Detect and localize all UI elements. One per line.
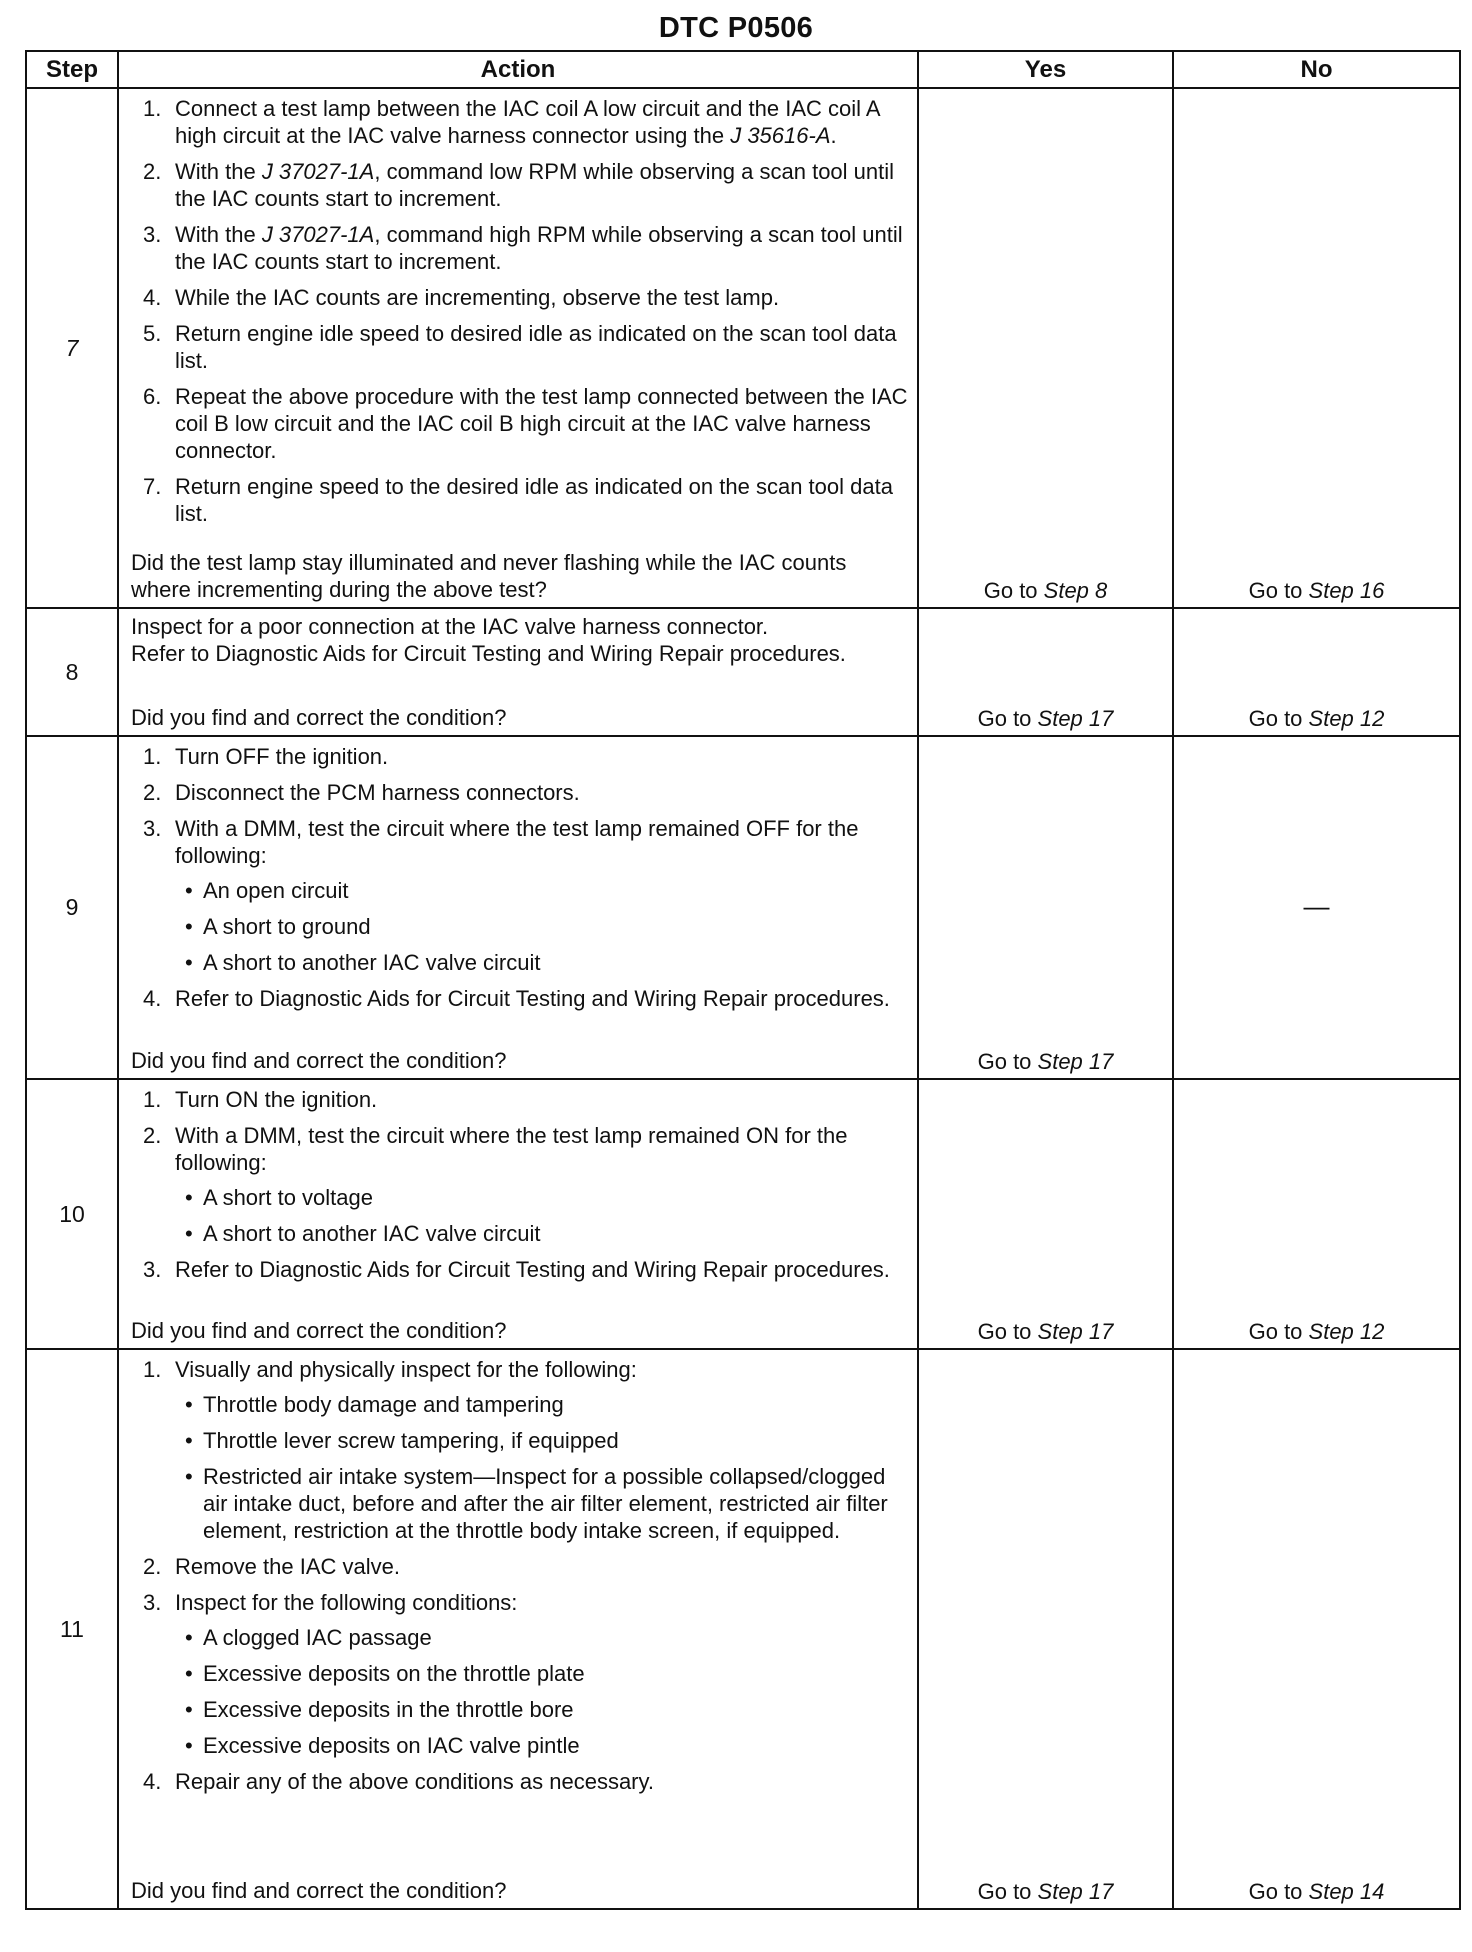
question-text: Did you find and correct the condition? bbox=[131, 705, 507, 730]
item-text: With the bbox=[175, 159, 262, 184]
item-number: 3. bbox=[143, 1257, 162, 1282]
tool-reference: J 35616-A bbox=[730, 123, 831, 148]
bullet-list bbox=[175, 1184, 909, 1247]
step-number: 9 bbox=[26, 736, 118, 1079]
header-yes: Yes bbox=[918, 51, 1173, 88]
spacer bbox=[131, 1292, 909, 1317]
bullet-item: • Excessive deposits on IAC valve pintle bbox=[175, 1732, 909, 1759]
header-step: Step bbox=[26, 51, 118, 88]
goto-step-link[interactable]: Step 14 bbox=[1308, 1879, 1385, 1904]
procedure-item bbox=[131, 95, 909, 149]
question-text: Did you find and correct the condition? bbox=[131, 1878, 507, 1903]
table-row bbox=[26, 736, 1460, 1079]
header-row bbox=[26, 51, 1460, 88]
item-number: 1. bbox=[143, 1357, 162, 1382]
tool-reference: J 37027-1A bbox=[261, 159, 375, 184]
procedure-item bbox=[131, 320, 909, 374]
table-row bbox=[26, 1079, 1460, 1349]
item-number: 5. bbox=[143, 321, 162, 346]
header-action: Action bbox=[118, 51, 918, 88]
goto-prefix: Go to bbox=[977, 1879, 1038, 1904]
procedure-list bbox=[131, 1354, 909, 1804]
item-text: With a DMM, test the circuit where the test lamp remained OFF for the following: bbox=[175, 816, 859, 868]
item-number: 4. bbox=[143, 986, 162, 1011]
goto-step-link[interactable]: Step 12 bbox=[1308, 706, 1385, 731]
procedure-item bbox=[131, 1768, 909, 1795]
item-number: 2. bbox=[143, 159, 162, 184]
goto-step-link[interactable]: Step 12 bbox=[1308, 1319, 1385, 1344]
item-number: 1. bbox=[143, 1087, 162, 1112]
step-number: 7 bbox=[26, 88, 118, 608]
procedure-item bbox=[131, 779, 909, 806]
procedure-list bbox=[131, 1084, 909, 1292]
goto-prefix: Go to bbox=[977, 1049, 1038, 1074]
item-number: 3. bbox=[143, 1590, 162, 1615]
item-number: 3. bbox=[143, 222, 162, 247]
item-text: While the IAC counts are incrementing, observe the test lamp. bbox=[175, 285, 780, 310]
goto-prefix: Go to bbox=[1248, 706, 1309, 731]
item-text: Repair any of the above conditions as necessary. bbox=[175, 1769, 654, 1794]
no-result bbox=[1173, 88, 1460, 608]
item-number: 1. bbox=[143, 96, 162, 121]
goto-step-link[interactable]: Step 17 bbox=[1037, 1319, 1114, 1344]
yes-result bbox=[918, 736, 1173, 1079]
action-content bbox=[131, 1084, 909, 1344]
step-number: 8 bbox=[26, 608, 118, 736]
action-text: Refer to Diagnostic Aids for Circuit Testing and Wiring Repair procedures. bbox=[131, 641, 846, 666]
item-text: Turn ON the ignition. bbox=[175, 1087, 378, 1112]
action-content bbox=[131, 1354, 909, 1904]
bullet-item: • Throttle body damage and tampering bbox=[175, 1391, 909, 1418]
item-text: Disconnect the PCM harness connectors. bbox=[175, 780, 580, 805]
yes-result bbox=[918, 1079, 1173, 1349]
bullet-list bbox=[175, 1391, 909, 1544]
spacer bbox=[131, 1804, 909, 1877]
bullet-item: • A short to another IAC valve circuit bbox=[175, 1220, 909, 1247]
item-text: Refer to Diagnostic Aids for Circuit Testing and Wiring Repair procedures. bbox=[175, 1257, 890, 1282]
no-result bbox=[1173, 1349, 1460, 1909]
item-text: , command high RPM while observing a scan tool until the IAC counts start to increment. bbox=[175, 222, 903, 274]
no-result bbox=[1173, 608, 1460, 736]
procedure-item bbox=[131, 1553, 909, 1580]
document-title: DTC P0506 bbox=[658, 12, 814, 44]
goto-prefix: Go to bbox=[977, 706, 1038, 731]
header-no: No bbox=[1173, 51, 1460, 88]
procedure-list bbox=[131, 93, 909, 536]
goto-prefix: Go to bbox=[1248, 1879, 1309, 1904]
procedure-item bbox=[131, 383, 909, 464]
item-text: Turn OFF the ignition. bbox=[175, 744, 389, 769]
item-text: Return engine idle speed to desired idle as indicated on the scan tool data list. bbox=[175, 321, 897, 373]
question-text: Did you find and correct the condition? bbox=[131, 1048, 507, 1073]
spacer bbox=[131, 536, 909, 549]
spacer bbox=[131, 1021, 909, 1047]
item-number: 7. bbox=[143, 474, 162, 499]
table-row bbox=[26, 1349, 1460, 1909]
yes-result bbox=[918, 88, 1173, 608]
bullet-item: • Restricted air intake system—Inspect for a possible collapsed/clogged air intake duct, before and after the air filter element, restricted air filter element, restriction at the throttle body intake screen, if equipped. bbox=[175, 1463, 909, 1544]
yes-result bbox=[918, 1349, 1173, 1909]
table-row bbox=[26, 608, 1460, 736]
bullet-item: • A short to voltage bbox=[175, 1184, 909, 1211]
goto-prefix: Go to bbox=[1248, 1319, 1309, 1344]
item-number: 2. bbox=[143, 1123, 162, 1148]
goto-step-link[interactable]: Step 17 bbox=[1037, 1049, 1114, 1074]
bullet-item: • Excessive deposits on the throttle plate bbox=[175, 1660, 909, 1687]
table-body bbox=[26, 88, 1460, 1909]
item-text: Connect a test lamp between the IAC coil A low circuit and the IAC coil A high circuit at the IAC valve harness connector using the bbox=[175, 96, 880, 148]
action-cell bbox=[118, 1349, 918, 1909]
procedure-item bbox=[131, 985, 909, 1012]
goto-prefix: Go to bbox=[1248, 578, 1309, 603]
procedure-item bbox=[131, 1356, 909, 1544]
procedure-item bbox=[131, 1589, 909, 1759]
item-number: 1. bbox=[143, 744, 162, 769]
item-text: With the bbox=[175, 222, 262, 247]
action-cell bbox=[118, 1079, 918, 1349]
item-number: 4. bbox=[143, 285, 162, 310]
question-text: Did you find and correct the condition? bbox=[131, 1318, 507, 1343]
goto-step-link[interactable]: Step 17 bbox=[1037, 706, 1114, 731]
item-text: , command low RPM while observing a scan tool until the IAC counts start to increment. bbox=[175, 159, 895, 211]
procedure-item bbox=[131, 158, 909, 212]
item-number: 2. bbox=[143, 1554, 162, 1579]
procedure-item bbox=[131, 1256, 909, 1283]
bullet-item: • A short to another IAC valve circuit bbox=[175, 949, 909, 976]
goto-step-link[interactable]: Step 17 bbox=[1037, 1879, 1114, 1904]
goto-prefix: Go to bbox=[983, 578, 1044, 603]
item-number: 4. bbox=[143, 1769, 162, 1794]
goto-step-link[interactable]: Step 16 bbox=[1308, 578, 1385, 603]
no-action-dash: — bbox=[1303, 891, 1330, 921]
procedure-item bbox=[131, 1122, 909, 1247]
dtc-table bbox=[25, 50, 1461, 1910]
yes-result bbox=[918, 608, 1173, 736]
bullet-item: • A clogged IAC passage bbox=[175, 1624, 909, 1651]
bullet-item: • Throttle lever screw tampering, if equipped bbox=[175, 1427, 909, 1454]
procedure-item bbox=[131, 473, 909, 527]
procedure-item bbox=[131, 221, 909, 275]
item-number: 2. bbox=[143, 780, 162, 805]
bullet-item: • A short to ground bbox=[175, 913, 909, 940]
item-text: With a DMM, test the circuit where the test lamp remained ON for the following: bbox=[175, 1123, 848, 1175]
action-text: Inspect for a poor connection at the IAC valve harness connector. bbox=[131, 614, 769, 639]
item-text: Return engine speed to the desired idle as indicated on the scan tool data list. bbox=[175, 474, 893, 526]
action-content bbox=[131, 613, 909, 731]
item-text: Inspect for the following conditions: bbox=[175, 1590, 518, 1615]
spacer bbox=[131, 667, 909, 704]
no-result bbox=[1173, 736, 1460, 1079]
bullet-item: • Excessive deposits in the throttle bore bbox=[175, 1696, 909, 1723]
procedure-item bbox=[131, 743, 909, 770]
item-text: Refer to Diagnostic Aids for Circuit Testing and Wiring Repair procedures. bbox=[175, 986, 890, 1011]
goto-prefix: Go to bbox=[977, 1319, 1038, 1344]
procedure-item bbox=[131, 284, 909, 311]
procedure-item bbox=[131, 1086, 909, 1113]
bullet-list bbox=[175, 877, 909, 976]
no-result bbox=[1173, 1079, 1460, 1349]
step-number: 11 bbox=[26, 1349, 118, 1909]
item-number: 3. bbox=[143, 816, 162, 841]
action-cell bbox=[118, 88, 918, 608]
procedure-item bbox=[131, 815, 909, 976]
action-cell bbox=[118, 736, 918, 1079]
item-number: 6. bbox=[143, 384, 162, 409]
item-text: . bbox=[830, 123, 837, 148]
tool-reference: J 37027-1A bbox=[261, 222, 375, 247]
action-content bbox=[131, 93, 909, 603]
table-row bbox=[26, 88, 1460, 608]
bullet-list bbox=[175, 1624, 909, 1759]
step-number: 10 bbox=[26, 1079, 118, 1349]
question-text: Did the test lamp stay illuminated and never flashing while the IAC counts where incrementing during the above test? bbox=[131, 550, 847, 602]
procedure-list bbox=[131, 741, 909, 1021]
action-content bbox=[131, 741, 909, 1074]
item-text: Remove the IAC valve. bbox=[175, 1554, 400, 1579]
goto-step-link[interactable]: Step 8 bbox=[1043, 578, 1108, 603]
item-text: Visually and physically inspect for the following: bbox=[175, 1357, 637, 1382]
item-text: Repeat the above procedure with the test lamp connected between the IAC coil B low circuit and the IAC coil B high circuit at the IAC valve harness connector. bbox=[175, 384, 908, 463]
action-cell bbox=[118, 608, 918, 736]
bullet-item: • An open circuit bbox=[175, 877, 909, 904]
